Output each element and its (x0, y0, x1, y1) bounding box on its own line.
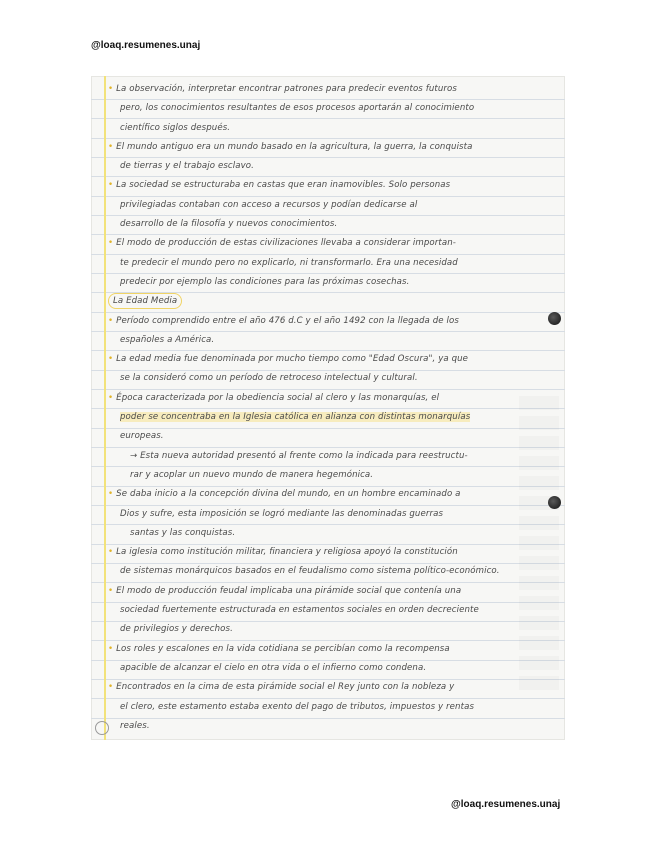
note-line: apacible de alcanzar el cielo en otra vida o el infierno como condena. (120, 662, 427, 673)
binder-hole-icon (548, 496, 561, 509)
notebook-page (91, 76, 565, 740)
note-line: científico siglos después. (120, 122, 231, 133)
bullet-icon: • (108, 141, 114, 152)
note-line: te predecir el mundo pero no explicarlo, ni transformarlo. Era una necesidad (120, 257, 458, 268)
note-line: predecir por ejemplo las condiciones para las próximas cosechas. (120, 276, 410, 287)
bullet-icon: • (108, 489, 114, 500)
bullet-icon: • (108, 238, 114, 249)
section-title: La Edad Media (108, 293, 182, 309)
note-line: de privilegios y derechos. (120, 624, 233, 635)
note-line: reales. (120, 720, 150, 731)
note-line: • La edad media fue denominada por mucho tiempo como "Edad Oscura", ya que (108, 354, 469, 365)
note-line: • Época caracterizada por la obediencia social al clero y las monarquías, el (108, 392, 440, 403)
note-line: el clero, este estamento estaba exento del pago de tributos, impuestos y rentas (120, 701, 475, 712)
bullet-icon: • (108, 547, 114, 558)
ring-icon (95, 721, 109, 735)
note-line: • El modo de producción feudal implicaba una pirámide social que contenía una (108, 585, 462, 596)
note-line: • Período comprendido entre el año 476 d.C y el año 1492 con la llegada de los (108, 315, 459, 326)
note-line: españoles a América. (120, 334, 215, 345)
note-line: rar y acoplar un nuevo mundo de manera hegemónica. (130, 469, 374, 480)
bullet-icon: • (108, 84, 114, 94)
bullet-icon: • (108, 354, 114, 365)
note-line: • La iglesia como institución militar, financiera y religiosa apoyó la constitución (108, 547, 458, 558)
note-line: desarrollo de la filosofía y nuevos conocimientos. (120, 219, 338, 230)
note-line: • Encontrados en la cima de esta pirámide social el Rey junto con la nobleza y (108, 682, 455, 693)
note-line: de tierras y el trabajo esclavo. (120, 161, 254, 172)
note-line: sociedad fuertemente estructurada en estamentos sociales en orden decreciente (120, 605, 479, 616)
bullet-icon: • (108, 585, 114, 596)
bullet-icon: • (108, 180, 114, 191)
note-line: → Esta nueva autoridad presentó al frente como la indicada para reestructu- (130, 450, 468, 461)
note-line: • El mundo antiguo era un mundo basado en la agricultura, la guerra, la conquista (108, 141, 473, 152)
note-line: • Se daba inicio a la concepción divina del mundo, en un hombre encaminado a (108, 489, 461, 500)
watermark-bottom: @loaq.resumenes.unaj (451, 799, 561, 810)
bullet-icon: • (108, 315, 114, 326)
note-line: • La sociedad se estructuraba en castas que eran inamovibles. Solo personas (108, 180, 451, 191)
bullet-icon: • (108, 682, 114, 693)
note-line: Dios y sufre, esta imposición se logró mediante las denominadas guerras (120, 508, 444, 519)
note-line: privilegiadas contaban con acceso a recursos y podían dedicarse al (120, 199, 418, 210)
binder-hole-icon (548, 312, 561, 325)
watermark-top: @loaq.resumenes.unaj (91, 40, 201, 51)
note-line: • El modo de producción de estas civilizaciones llevaba a considerar importan- (108, 238, 456, 249)
note-line: • Los roles y escalones en la vida cotidiana se percibían como la recompensa (108, 643, 450, 654)
bullet-icon: • (108, 643, 114, 654)
note-line (108, 292, 548, 311)
note-line: pero, los conocimientos resultantes de esos procesos aportarán al conocimiento (120, 103, 475, 114)
note-line: europeas. (120, 431, 164, 442)
note-line: • La observación, interpretar encontrar patrones para predecir eventos futuros (108, 84, 457, 94)
bullet-icon: • (108, 392, 114, 403)
note-line: de sistemas monárquicos basados en el feudalismo como sistema político-económico. (120, 566, 500, 577)
note-line: poder se concentraba en la Iglesia católica en alianza con distintas monarquías (120, 412, 471, 423)
margin-line (104, 76, 106, 740)
note-line: se la consideró como un período de retroceso intelectual y cultural. (120, 373, 418, 384)
handwritten-notes (108, 80, 548, 736)
note-line: santas y las conquistas. (130, 527, 236, 538)
